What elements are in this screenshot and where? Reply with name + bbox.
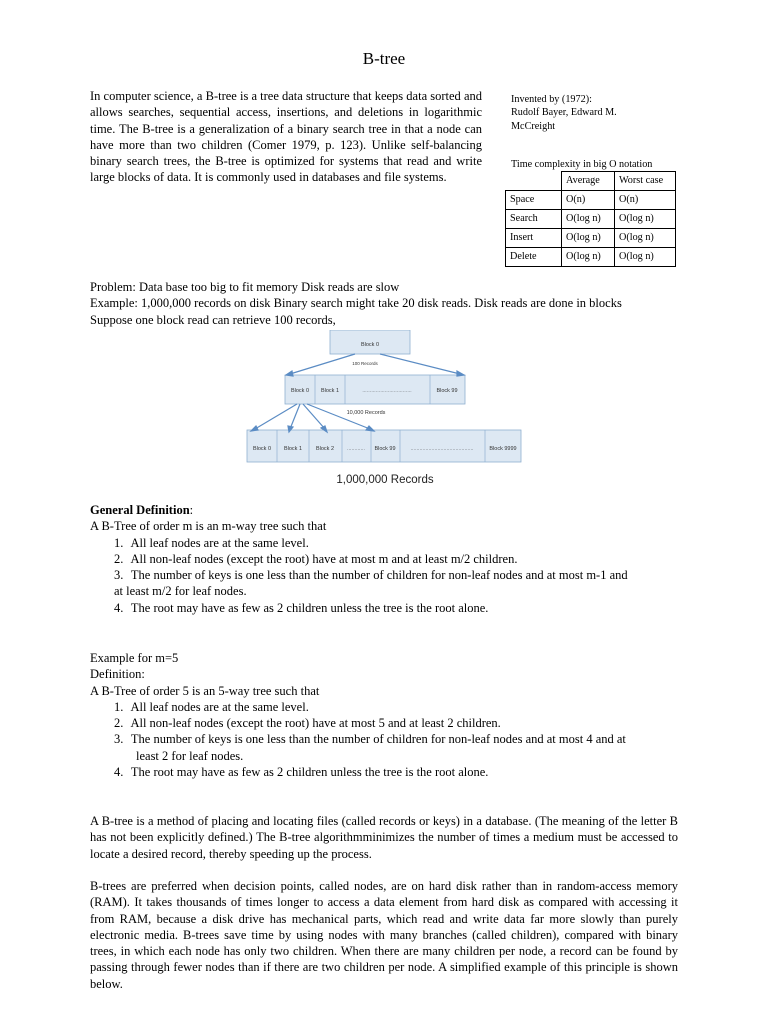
level2-ellipsis: …………………………………… bbox=[410, 446, 474, 451]
total-records-label: 1,000,000 Records bbox=[336, 474, 434, 486]
table-cell: Search bbox=[506, 210, 562, 229]
general-definition bbox=[90, 502, 628, 616]
level1-block-label: Block 1 bbox=[320, 388, 340, 394]
level2-block-label: Block 2 bbox=[315, 446, 335, 452]
heading-colon: : bbox=[189, 503, 194, 517]
level2-block-label: Block 1 bbox=[283, 446, 303, 452]
level1-ellipsis: …………………………… bbox=[362, 388, 412, 393]
list-item: 1. All leaf nodes are at the same level. bbox=[114, 699, 309, 714]
level2-block-label: Block 0 bbox=[252, 446, 272, 452]
complexity-table bbox=[505, 171, 676, 267]
btree-method-paragraph: A B-tree is a method of placing and locating files (called records or keys) in a database. (The meaning of the letter B has not been explicitly defined.) The B-tree algorithmminimizes the number of times a medium must be accessed to locate a desired record, thereby speeding up the process. bbox=[90, 814, 678, 861]
table-cell: Space bbox=[506, 191, 562, 210]
level1-records-label: 10,000 Records bbox=[346, 410, 386, 416]
table-cell: O(log n) bbox=[615, 210, 676, 229]
table-header-row bbox=[506, 172, 676, 191]
inventors-line-2: McCreight bbox=[511, 120, 556, 132]
list-item: 3. The number of keys is one less than the number of children for non-leaf nodes and at most 4 and at bbox=[114, 732, 626, 747]
root-records-label: 100 Records bbox=[352, 361, 378, 366]
invented-label: Invented by (1972): bbox=[511, 94, 592, 105]
list-item-continuation: least 2 for leaf nodes. bbox=[136, 748, 244, 763]
table-row bbox=[506, 248, 676, 267]
table-cell: O(n) bbox=[615, 191, 676, 210]
table-cell: O(n) bbox=[562, 191, 615, 210]
level1-block-label: Block 0 bbox=[290, 388, 310, 394]
level2-ellipsis: ………… bbox=[347, 446, 365, 451]
level2-block-label: Block 9999 bbox=[489, 446, 517, 452]
root-block-label: Block 0 bbox=[360, 342, 380, 348]
example-definition bbox=[90, 650, 626, 780]
level1-block-label: Block 99 bbox=[436, 388, 458, 394]
inventors-line-1: Rudolf Bayer, Edward M. bbox=[511, 107, 617, 119]
table-row bbox=[506, 210, 676, 229]
example-definition-list bbox=[90, 699, 626, 780]
example-heading: Example for m=5 bbox=[90, 651, 179, 665]
problem-statement bbox=[90, 279, 622, 328]
table-cell: O(log n) bbox=[615, 229, 676, 248]
general-definition-list bbox=[90, 535, 628, 616]
table-header-cell: Worst case bbox=[615, 172, 676, 191]
list-item: 4. The root may have as few as 2 children unless the tree is the root alone. bbox=[114, 600, 489, 615]
suppose-line: Suppose one block read can retrieve 100 records, bbox=[90, 312, 336, 327]
table-cell: O(log n) bbox=[562, 229, 615, 248]
list-item: 2. All non-leaf nodes (except the root) have at most 5 and at least 2 children. bbox=[114, 716, 501, 731]
table-cell: Insert bbox=[506, 229, 562, 248]
btree-preference-paragraph: B-trees are preferred when decision points, called nodes, are on hard disk rather than in random-access memory (RAM). It takes thousands of times longer to access a data element from hard disk as compared with accessing it from RAM, because a disk drive has mechanical parts, which read and write data far more slowly than purely electronic media. B-trees save time by using nodes with many branches (called children), compared with binary trees, in which each node has only two children. When there are many children per node, a record can be found by passing through fewer nodes than if there are two children per node. A simplified example of this principle is shown below. bbox=[90, 879, 678, 991]
block-tree-diagram bbox=[245, 330, 525, 490]
list-item: 3. The number of keys is one less than the number of children for non-leaf nodes and at most m-1 and bbox=[114, 568, 628, 583]
table-header-cell: Average bbox=[562, 172, 615, 191]
list-item-continuation: at least m/2 for leaf nodes. bbox=[114, 584, 247, 599]
table-cell: O(log n) bbox=[615, 248, 676, 267]
definition-label: Definition: bbox=[90, 667, 145, 682]
table-cell: Delete bbox=[506, 248, 562, 267]
problem-line: Problem: Data base too big to fit memory Disk reads are slow bbox=[90, 280, 400, 294]
inventor-infobox bbox=[511, 93, 681, 133]
table-header-cell bbox=[506, 172, 562, 191]
example-line: Example: 1,000,000 records on disk Binary search might take 20 disk reads. Disk reads are done in blocks bbox=[90, 296, 622, 311]
list-item: 2. All non-leaf nodes (except the root) have at most m and at least m/2 children. bbox=[114, 551, 518, 566]
table-cell: O(log n) bbox=[562, 210, 615, 229]
list-item: 1. All leaf nodes are at the same level. bbox=[114, 535, 309, 550]
list-item: 4. The root may have as few as 2 children unless the tree is the root alone. bbox=[114, 765, 489, 780]
page-title: B-tree bbox=[362, 49, 406, 68]
level2-block-label: Block 99 bbox=[374, 446, 396, 452]
general-definition-heading: General Definition bbox=[90, 503, 190, 517]
example-intro: A B-Tree of order 5 is an 5-way tree such that bbox=[90, 683, 320, 698]
table-row bbox=[506, 191, 676, 210]
general-definition-intro: A B-Tree of order m is an m-way tree such that bbox=[90, 519, 327, 534]
table-cell: O(log n) bbox=[562, 248, 615, 267]
intro-paragraph: In computer science, a B-tree is a tree data structure that keeps data sorted and allows searches, sequential access, insertions, and deletions in logarithmic time. The B-tree is a generalization of a binary search tree in that a node can have more than two children (Comer 1979, p. 123). Unlike self-balancing binary search trees, the B-tree is optimized for systems that read and write large blocks of data. It is commonly used in databases and file systems. bbox=[90, 89, 482, 185]
table-row bbox=[506, 229, 676, 248]
complexity-caption: Time complexity in big O notation bbox=[511, 159, 653, 170]
